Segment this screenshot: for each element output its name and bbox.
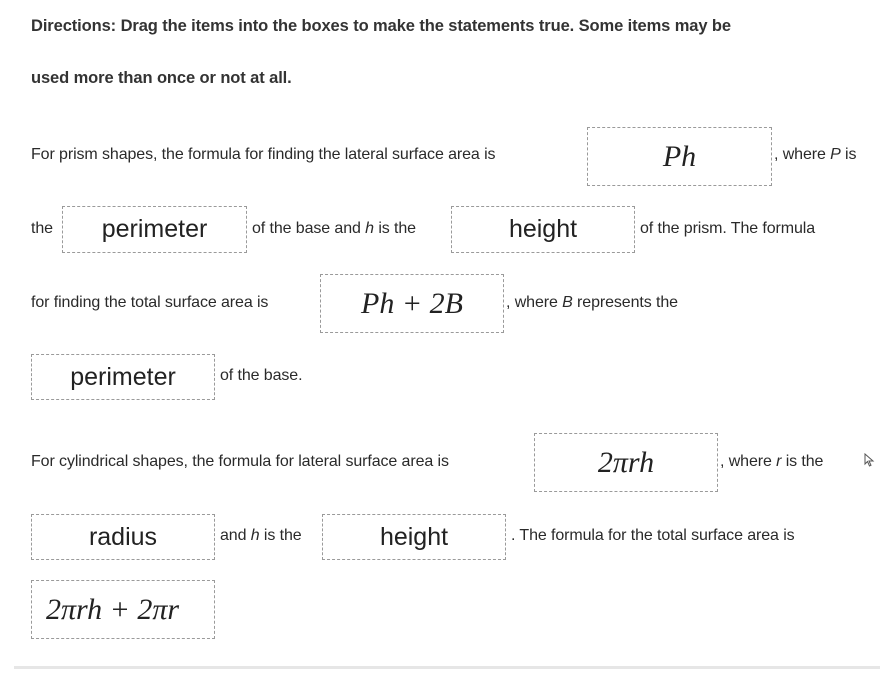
dropbox-value: height xyxy=(379,522,449,551)
prism-lateral-formula-dropbox[interactable] xyxy=(587,127,772,186)
prism-perimeter-dropbox[interactable] xyxy=(62,206,247,253)
prism-total-formula-dropbox[interactable] xyxy=(320,274,504,333)
cylinder-lateral-formula-dropbox[interactable] xyxy=(534,433,718,492)
dropbox-value: Ph + 2B xyxy=(361,286,463,320)
cylinder-text-1: For cylindrical shapes, the formula for lateral surface area is xyxy=(31,453,449,470)
prism-text-3: the xyxy=(31,220,53,237)
cylinder-total-formula-dropbox[interactable] xyxy=(31,580,215,639)
cylinder-text-4: . The formula for the total surface area is xyxy=(511,527,795,544)
mouse-pointer-icon xyxy=(864,453,876,467)
dropbox-value: Ph xyxy=(662,139,697,173)
cylinder-height-dropbox[interactable] xyxy=(322,514,506,560)
prism-text-4: of the base and h is the xyxy=(252,220,416,237)
prism-text-2: , where P is xyxy=(774,146,857,163)
panel-divider xyxy=(14,666,880,669)
dropbox-value: radius xyxy=(88,522,158,551)
cylinder-text-3: and h is the xyxy=(220,527,302,544)
prism-base-term-dropbox[interactable] xyxy=(31,354,215,400)
dropbox-value: perimeter xyxy=(70,362,176,391)
dropbox-value: 2πrh xyxy=(597,445,655,479)
dropbox-value: height xyxy=(508,215,578,243)
dropbox-value: perimeter xyxy=(101,215,208,243)
prism-text-8: of the base. xyxy=(220,367,303,384)
directions-line-1: Directions: Drag the items into the boxes to make the statements true. Some items may be xyxy=(31,17,731,35)
prism-text-1: For prism shapes, the formula for finding the lateral surface area is xyxy=(31,146,496,163)
cylinder-text-2: , where r is the xyxy=(720,453,824,470)
prism-text-5: of the prism. The formula xyxy=(640,220,816,237)
prism-height-dropbox[interactable] xyxy=(451,206,635,253)
prism-text-7: , where B represents the xyxy=(506,294,678,311)
dropbox-value: 2πrh + 2πr xyxy=(46,592,180,626)
cylinder-radius-dropbox[interactable] xyxy=(31,514,215,560)
question-panel xyxy=(14,0,880,666)
directions-line-2: used more than once or not at all. xyxy=(31,69,292,87)
prism-text-6: for finding the total surface area is xyxy=(31,294,269,311)
